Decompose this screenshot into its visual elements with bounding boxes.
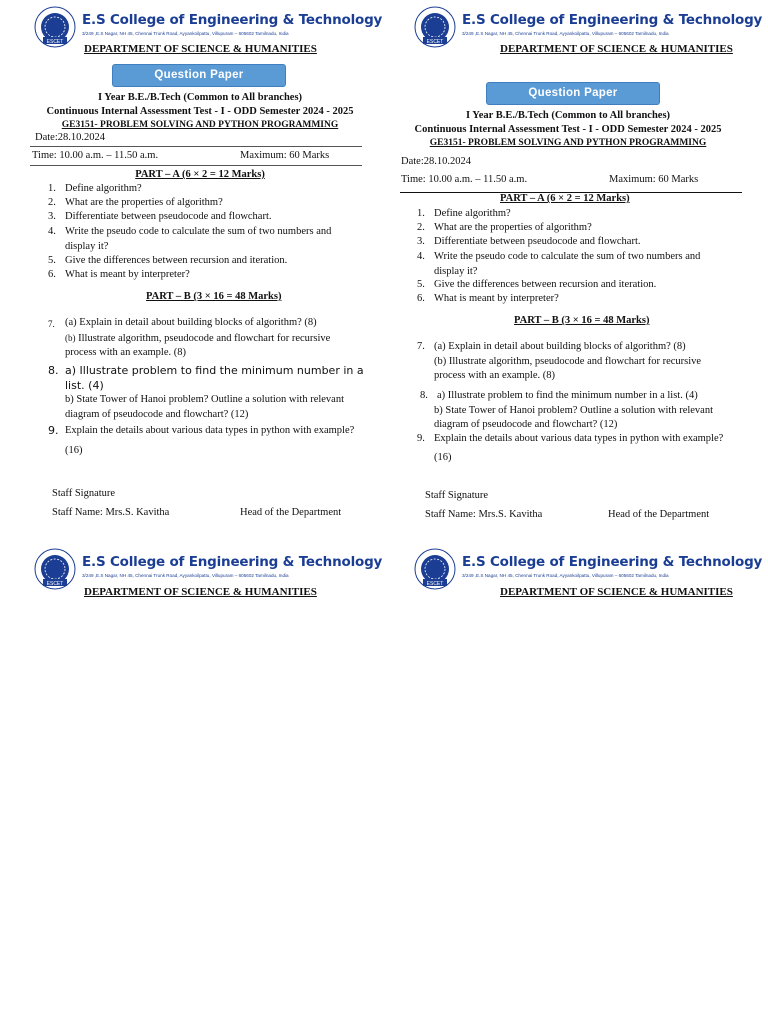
svg-text:ESCET: ESCET [426, 581, 444, 587]
divider [30, 165, 362, 166]
year-line: I Year B.E./B.Tech (Common to All branches) [97, 92, 303, 103]
question-paper-button[interactable]: Question Paper [112, 64, 286, 87]
question-text-block [65, 316, 330, 361]
svg-text:ESCET: ESCET [46, 581, 64, 587]
question-item [417, 432, 742, 468]
question-number: 5. [417, 279, 425, 290]
question-item [417, 250, 737, 280]
question-text: What is meant by interpreter? [434, 293, 559, 304]
question-number: 4. [48, 226, 56, 237]
date-text: Date:28.10.2024 [401, 156, 471, 167]
question-text: b) State Tower of Hanoi problem? Outline a solution with relevant [434, 404, 714, 416]
question-text: process with an example. (8) [434, 370, 556, 381]
question-text: display it? [434, 265, 478, 277]
question-number: 4. [417, 251, 425, 262]
college-address: 3/249 ,E.S Nagar, NH 45, Chennai Trunk Road, Ayyankoilpattu, Villupuram – 605602 Tamilnadu, India [82, 31, 289, 36]
question-item [48, 210, 368, 225]
question-text: Differentiate between pseudocode and flowchart. [65, 211, 272, 222]
question-text: b) State Tower of Hanoi problem? Outline a solution with relevant [65, 394, 345, 405]
question-number: 9. [417, 433, 425, 444]
question-text: process with an example. (8) [65, 347, 187, 358]
test-line: Continuous Internal Assessment Test - I - ODD Semester 2024 - 2025 [46, 106, 354, 117]
college-address: 3/249 ,E.S Nagar, NH 45, Chennai Trunk Road, Ayyankoilpattu, Villupuram – 605602 Tamilnadu, India [462, 31, 669, 36]
staff-signature: Staff Signature [52, 488, 116, 499]
question-text: diagram of pseudocode and flowchart? (12) [65, 408, 249, 420]
question-number: 2. [417, 222, 425, 233]
question-text: Illustrate algorithm, pseudocode and flowchart for recursive [78, 332, 331, 344]
hod-label: Head of the Department [608, 509, 710, 520]
question-text: (a) Explain in detail about building blocks of algorithm? (8) [65, 317, 317, 328]
question-text: Give the differences between recursion and iteration. [65, 255, 288, 266]
question-item [48, 254, 368, 269]
year-line: I Year B.E./B.Tech (Common to All branches) [465, 110, 671, 121]
question-text: Give the differences between recursion and iteration. [434, 279, 657, 290]
question-number: 7. [48, 319, 55, 329]
question-number: 6. [48, 269, 56, 280]
question-marks: (16) [434, 452, 452, 463]
department-title: DEPARTMENT OF SCIENCE & HUMANITIES [500, 586, 733, 598]
department-title: DEPARTMENT OF SCIENCE & HUMANITIES [500, 43, 733, 55]
svg-text:ESCET: ESCET [46, 39, 64, 45]
question-text: display it? [65, 240, 109, 252]
question-number: 8. [48, 364, 59, 377]
college-address: 3/249 ,E.S Nagar, NH 45, Chennai Trunk Road, Ayyankoilpattu, Villupuram – 605602 Tamilnadu, India [82, 573, 289, 578]
part-a-title: PART – A (6 × 2 = 12 Marks) [135, 169, 265, 180]
question-number: 7. [417, 341, 425, 352]
question-text-block [434, 389, 713, 433]
question-item [417, 340, 737, 385]
question-number: 3. [48, 211, 56, 222]
part-b-title: PART – B (3 × 16 = 48 Marks) [514, 315, 650, 326]
college-name: E.S College of Engineering & Technology [462, 554, 763, 570]
course-line: GE3151- PROBLEM SOLVING AND PYTHON PROGRAMMING [429, 138, 707, 148]
question-text: (a) Explain in detail about building blocks of algorithm? (8) [434, 341, 686, 352]
question-text-line [434, 355, 701, 370]
staff-signature: Staff Signature [425, 490, 489, 501]
question-number: 3. [417, 236, 425, 247]
question-item [48, 424, 373, 460]
question-marks: (16) [65, 445, 83, 456]
question-item [48, 268, 368, 283]
college-address: 3/249 ,E.S Nagar, NH 45, Chennai Trunk Road, Ayyankoilpattu, Villupuram – 605602 Tamilnadu, India [462, 573, 669, 578]
question-text: list. (4) [65, 378, 104, 392]
sub-label: (b) [65, 332, 76, 343]
question-text: diagram of pseudocode and flowchart? (12) [434, 419, 618, 430]
question-number: 8. [420, 390, 428, 401]
question-number: 1. [417, 208, 425, 219]
department-title: DEPARTMENT OF SCIENCE & HUMANITIES [84, 586, 317, 598]
question-text: What are the properties of algorithm? [434, 222, 592, 233]
question-paper-button[interactable]: Question Paper [486, 82, 660, 105]
question-text: Explain the details about various data types in python with example? [65, 425, 355, 436]
staff-name: Staff Name: Mrs.S. Kavitha [52, 507, 170, 518]
sub-label: (b) [434, 355, 447, 367]
test-line: Continuous Internal Assessment Test - I - ODD Semester 2024 - 2025 [414, 124, 722, 135]
question-text: Write the pseudo code to calculate the sum of two numbers and [65, 226, 332, 237]
question-item [417, 235, 737, 250]
question-item [48, 225, 368, 255]
question-item [420, 389, 740, 434]
question-number: 5. [48, 255, 56, 266]
part-a-title: PART – A (6 × 2 = 12 Marks) [500, 193, 630, 204]
question-text: Define algorithm? [65, 183, 142, 194]
question-item [417, 292, 737, 307]
question-item [417, 207, 737, 222]
question-text-line [65, 331, 330, 347]
college-name: E.S College of Engineering & Technology [462, 12, 763, 28]
college-logo-icon [414, 548, 456, 590]
department-title: DEPARTMENT OF SCIENCE & HUMANITIES [84, 43, 317, 55]
time-text: Time: 10.00 a.m. – 11.50 a.m. [32, 150, 159, 161]
college-name: E.S College of Engineering & Technology [82, 554, 383, 570]
question-text-block [65, 225, 331, 254]
question-text-block [434, 340, 701, 384]
question-item [48, 182, 368, 197]
hod-label: Head of the Department [240, 507, 342, 518]
question-text: Explain the details about various data types in python with example? [434, 433, 724, 444]
divider [30, 146, 362, 147]
question-text: Define algorithm? [434, 208, 511, 219]
college-logo-icon [414, 6, 456, 48]
college-logo-icon [34, 6, 76, 48]
question-item [417, 221, 737, 236]
staff-name: Staff Name: Mrs.S. Kavitha [425, 509, 543, 520]
svg-text:ESCET: ESCET [426, 39, 444, 45]
course-line: GE3151- PROBLEM SOLVING AND PYTHON PROGRAMMING [61, 120, 339, 130]
question-number: 6. [417, 293, 425, 304]
college-logo-icon [34, 548, 76, 590]
date-text: Date:28.10.2024 [35, 132, 105, 143]
question-text: a) Illustrate problem to find the minimum number in a list. (4) [437, 390, 698, 401]
question-text: What is meant by interpreter? [65, 269, 190, 280]
question-item [48, 364, 368, 424]
question-text: Illustrate algorithm, pseudocode and flowchart for recursive [448, 355, 702, 367]
part-b-title: PART – B (3 × 16 = 48 Marks) [146, 291, 282, 302]
question-item [417, 278, 737, 293]
question-text: a) Illustrate problem to find the minimum number in a [65, 364, 364, 377]
question-text: Write the pseudo code to calculate the sum of two numbers and [434, 251, 701, 262]
time-text: Time: 10.00 a.m. – 11.50 a.m. [401, 174, 528, 185]
max-marks-text: Maximum: 60 Marks [609, 174, 699, 185]
question-text: What are the properties of algorithm? [65, 197, 223, 208]
question-number: 1. [48, 183, 56, 194]
question-number: 9. [48, 424, 59, 437]
question-number: 2. [48, 197, 56, 208]
question-text: Differentiate between pseudocode and flowchart. [434, 236, 641, 247]
question-text-block [434, 250, 700, 279]
college-name: E.S College of Engineering & Technology [82, 12, 383, 28]
question-text-block [65, 364, 364, 422]
question-item [48, 316, 368, 361]
question-item [48, 196, 368, 211]
max-marks-text: Maximum: 60 Marks [240, 150, 330, 161]
